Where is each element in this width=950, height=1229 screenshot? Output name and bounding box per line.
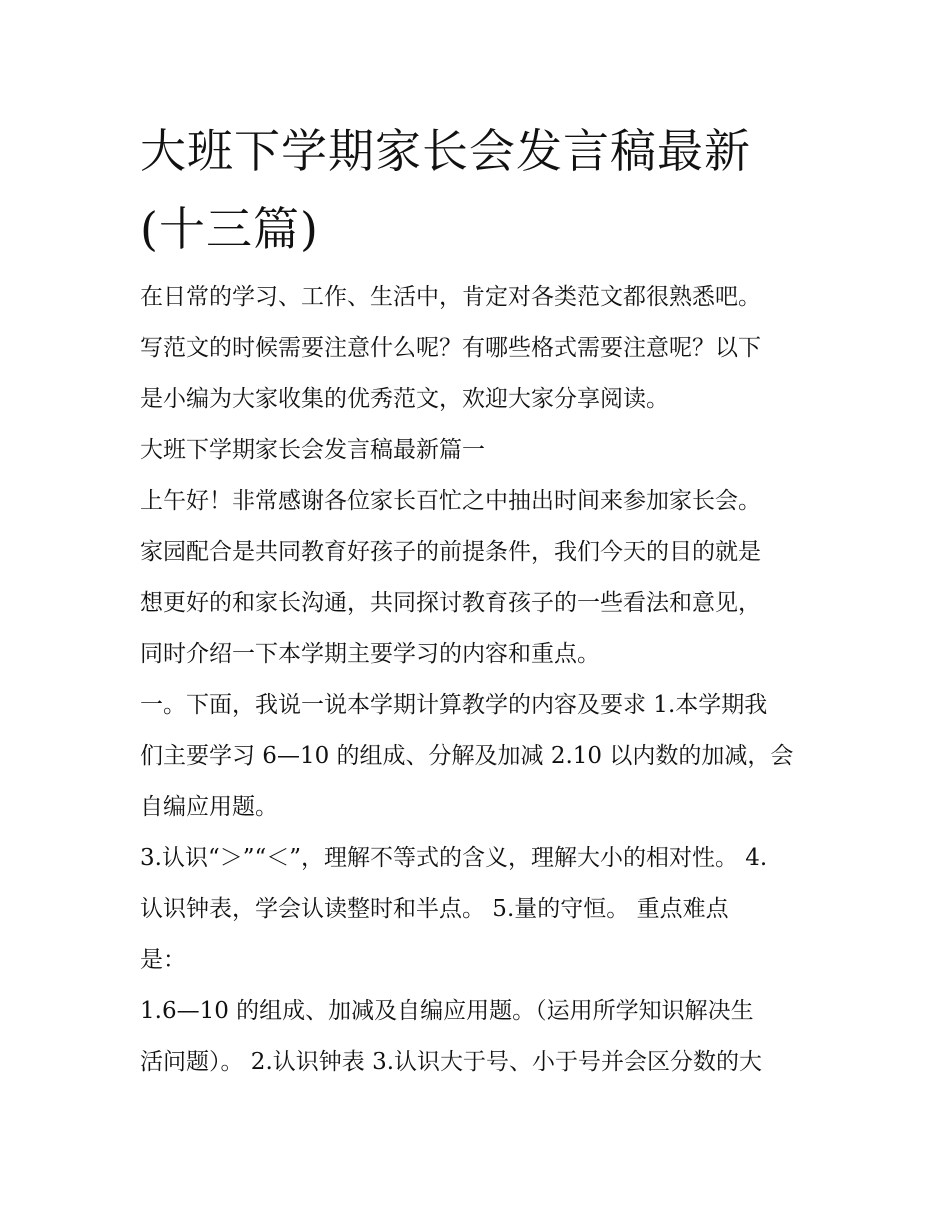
body-line: 一。下面，我说一说本学期计算教学的内容及要求 1.本学期我 — [140, 692, 768, 718]
body-line: 认识钟表，学会认读整时和半点。 5.量的守恒。 重点难点 — [140, 896, 729, 922]
body-line: 是小编为大家收集的优秀范文，欢迎大家分享阅读。 — [140, 386, 669, 412]
body-line: 自编应用题。 — [140, 794, 278, 820]
body-line: 是： — [140, 947, 186, 973]
title-line-1: 大班下学期家长会发言稿最新 — [140, 124, 751, 178]
body-line: 活问题）。 2.认识钟表 3.认识大于号、小于号并会区分数的大 — [140, 1049, 763, 1075]
body-line: 1.6—10 的组成、加减及自编应用题。（运用所学知识解决生 — [140, 998, 754, 1024]
body-line: 们主要学习 6—10 的组成、分解及加减 2.10 以内数的加减，会 — [140, 743, 794, 769]
body-line: 想更好的和家长沟通，共同探讨教育孩子的一些看法和意见， — [140, 590, 761, 616]
body-line: 同时介绍一下本学期主要学习的内容和重点。 — [140, 641, 600, 667]
title-line-2: (十三篇) — [140, 202, 319, 256]
document-body — [140, 272, 820, 1088]
document-page — [140, 112, 820, 1088]
section-heading: 大班下学期家长会发言稿最新篇一 — [140, 437, 485, 463]
document-title — [140, 112, 820, 268]
body-line: 3.认识“＞”“＜”，理解不等式的含义，理解大小的相对性。 4. — [140, 845, 768, 871]
body-line: 上午好！非常感谢各位家长百忙之中抽出时间来参加家长会。 — [140, 488, 761, 514]
body-line: 在日常的学习、工作、生活中，肯定对各类范文都很熟悉吧。 — [140, 284, 761, 310]
body-line: 家园配合是共同教育好孩子的前提条件，我们今天的目的就是 — [140, 539, 761, 565]
body-line: 写范文的时候需要注意什么呢？有哪些格式需要注意呢？以下 — [140, 335, 761, 361]
